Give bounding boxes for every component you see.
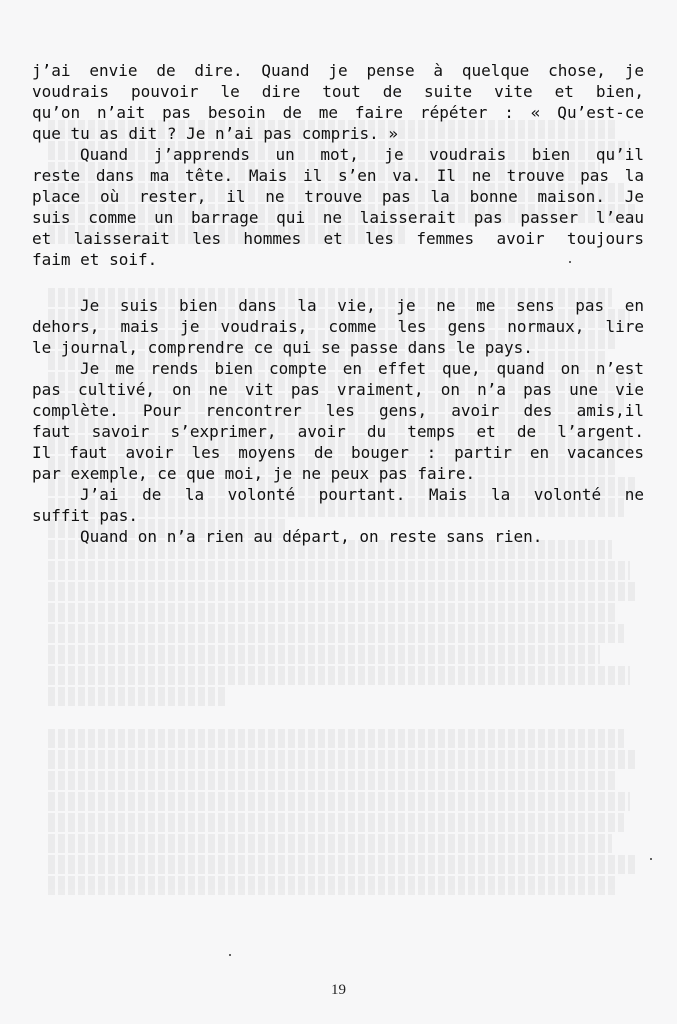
text-line: complète. Pour rencontrer les gens, avoir des amis,il xyxy=(32,401,644,420)
ink-speck xyxy=(569,261,571,263)
text-line: Quand on n’a rien au départ, on reste sans rien. xyxy=(80,527,543,546)
page-number: 19 xyxy=(331,982,346,998)
text-line: suis comme un barrage qui ne laisserait pas passer l’eau xyxy=(32,208,644,227)
text-line: par exemple, ce que moi, je ne peux pas faire. xyxy=(32,464,476,483)
text-line: faut savoir s’exprimer, avoir du temps et de l’argent. xyxy=(32,422,644,441)
text-line: qu’on n’ait pas besoin de me faire répéter : « Qu’est-ce xyxy=(32,103,644,122)
text-line: Je suis bien dans la vie, je ne me sens pas en xyxy=(80,296,644,315)
text-line: Il faut avoir les moyens de bouger : partir en vacances xyxy=(32,443,644,462)
text-line: reste dans ma tête. Mais il s’en va. Il ne trouve pas la xyxy=(32,166,644,185)
text-line: Je me rends bien compte en effet que, quand on n’est xyxy=(80,359,644,378)
text-line: place où rester, il ne trouve pas la bonne maison. Je xyxy=(32,187,644,206)
text-line: dehors, mais je voudrais, comme les gens normaux, lire xyxy=(32,317,644,336)
text-line: pas cultivé, on ne vit pas vraiment, on n’a pas une vie xyxy=(32,380,644,399)
body-text xyxy=(32,60,644,547)
ink-speck xyxy=(650,858,652,860)
text-line: j’ai envie de dire. Quand je pense à quelque chose, je xyxy=(32,61,644,80)
text-line: que tu as dit ? Je n’ai pas compris. » xyxy=(32,124,399,143)
text-line: faim et soif. xyxy=(32,250,158,269)
text-line: et laisserait les hommes et les femmes avoir toujours xyxy=(32,229,644,248)
text-line: Quand j’apprends un mot, je voudrais bien qu’il xyxy=(80,145,644,164)
text-line: J’ai de la volonté pourtant. Mais la volonté ne xyxy=(80,485,644,504)
text-line: suffit pas. xyxy=(32,506,138,525)
ink-speck xyxy=(229,954,231,956)
text-line: voudrais pouvoir le dire tout de suite vite et bien, xyxy=(32,82,644,101)
text-line: le journal, comprendre ce qui se passe dans le pays. xyxy=(32,338,533,357)
